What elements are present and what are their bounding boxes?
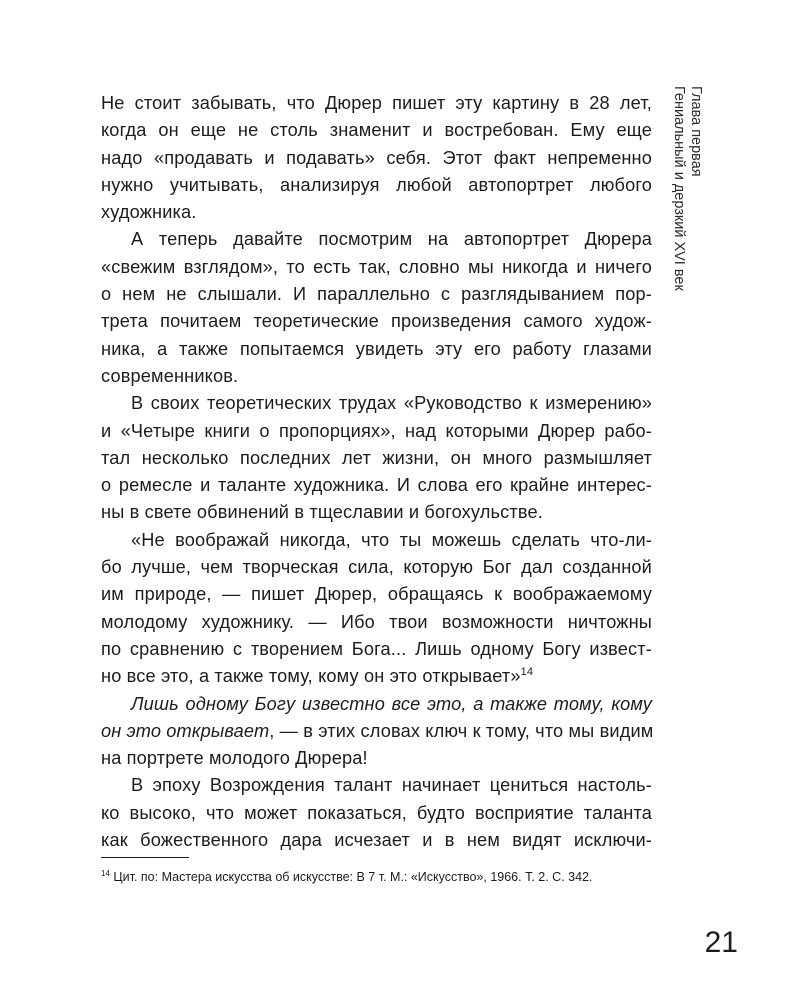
text-line: о ремесле и таланте художника. И слова его крайне интерес-	[101, 475, 652, 496]
text-line: нужно учитывать, анализируя любой автопортрет любого	[101, 174, 652, 195]
running-head	[664, 86, 704, 291]
italic-fragment: он это открывает	[101, 720, 270, 741]
footnote	[101, 869, 661, 885]
text-line: «свежим взглядом», то есть так, словно мы никогда и ничего	[101, 256, 652, 277]
text-line: на портрете молодого Дюрера!	[101, 748, 368, 769]
text-line	[101, 663, 652, 690]
running-head-title: Гениальный и дерзкий XVI век	[671, 86, 687, 291]
text-line: надо «продавать и подавать» себя. Этот факт непременно	[101, 147, 652, 168]
text-line	[101, 718, 652, 745]
footnote-marker: 14	[101, 868, 110, 878]
text-line: современников.	[101, 365, 239, 386]
footnote-text: Цит. по: Мастера искусства об искусстве: В 7 т. М.: «Искусство», 1966. Т. 2. С. 342.	[113, 870, 593, 884]
text-line: как божественного дара исчезает и в нем видят исключи-	[101, 830, 652, 851]
text-line: бо лучше, чем творческая сила, которую Бог дал созданной	[101, 557, 652, 578]
text-line: А теперь давайте посмотрим на автопортрет Дюрера	[131, 229, 652, 250]
text-line: трета почитаем теоретические произведения самого худож-	[101, 311, 652, 332]
footnote-divider	[101, 857, 189, 858]
text-line: В своих теоретических трудах «Руководство к измерению»	[131, 393, 652, 414]
text-line: «Не воображай никогда, что ты можешь сделать что-ли-	[131, 529, 652, 550]
quote-end-text: но все это, а также тому, кому он это открывает»	[101, 666, 521, 687]
text-line: и «Четыре книги о пропорциях», над которыми Дюрер рабо-	[101, 420, 652, 441]
text-line: ны в свете обвинений в тщеславии и богохульстве.	[101, 502, 543, 523]
text-line: тал несколько последних лет жизни, он много размышляет	[101, 447, 652, 468]
text-line: художника.	[101, 202, 197, 223]
running-head-chapter: Глава первая	[688, 86, 704, 177]
text-line: В эпоху Возрождения талант начинает цениться настоль-	[131, 775, 652, 796]
text-line: молодому художнику. — Ибо твои возможности ничтожны	[101, 611, 652, 632]
text-line: о нем не слышали. И параллельно с разглядыванием пор-	[101, 284, 652, 305]
footnote-reference[interactable]: 14	[520, 666, 534, 679]
text-line: им природе, — пишет Дюрер, обращаясь к воображаемому	[101, 584, 652, 605]
text-line: ко высоко, что может показаться, будто восприятие таланта	[101, 802, 652, 823]
text-line: по сравнению с творением Бога... Лишь одному Богу извест-	[101, 638, 652, 659]
page-number: 21	[704, 926, 738, 959]
text-fragment: , — в этих словах ключ к тому, что мы видим	[269, 720, 654, 741]
main-text	[101, 90, 652, 854]
text-line: Не стоит забывать, что Дюрер пишет эту картину в 28 лет,	[101, 93, 652, 113]
text-line: ника, а также попытаемся увидеть эту его работу глазами	[101, 338, 652, 359]
text-line-italic: Лишь одному Богу известно все это, а также тому, кому	[131, 693, 652, 714]
text-line: когда он еще не столь знаменит и востребован. Ему еще	[101, 120, 652, 141]
